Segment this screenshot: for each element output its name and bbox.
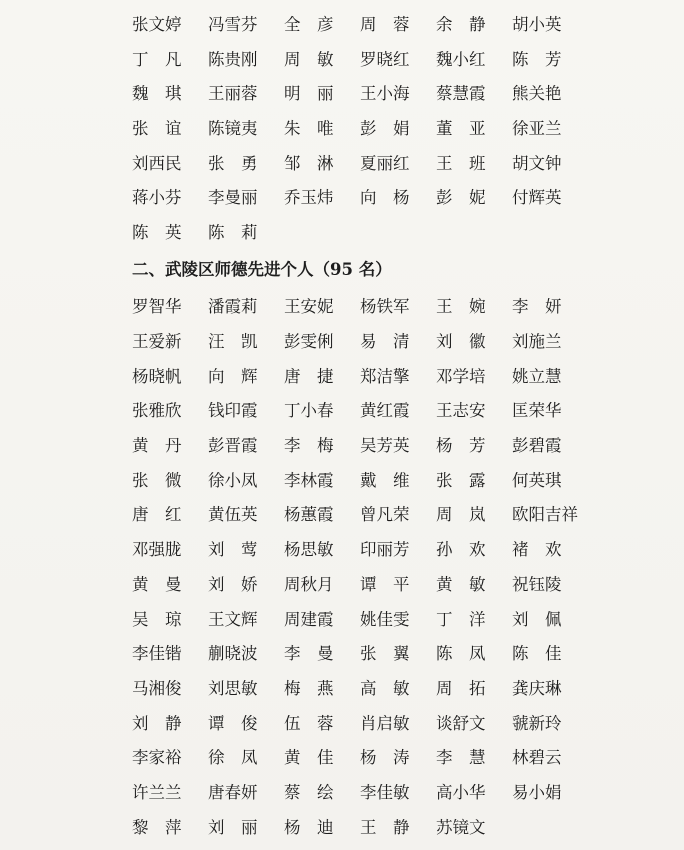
person-name: 杨铁军 — [360, 297, 410, 317]
person-name: 陈 芳 — [512, 49, 562, 69]
person-name: 姚立慧 — [512, 366, 562, 386]
person-name: 乔玉炜 — [284, 188, 334, 208]
person-name: 王爱新 — [132, 332, 182, 352]
person-name: 刘 佩 — [512, 609, 562, 629]
person-name: 邓强胧 — [132, 540, 182, 560]
person-name: 虢新玲 — [512, 713, 562, 733]
person-name: 蔡慧霞 — [436, 84, 486, 104]
person-name: 陈 佳 — [512, 644, 562, 664]
person-name: 印丽芳 — [360, 540, 410, 560]
name-row — [132, 463, 582, 498]
person-name: 刘西民 — [132, 153, 182, 173]
name-row — [132, 8, 582, 43]
person-name: 杨蕙霞 — [284, 505, 334, 525]
person-name: 黄伍英 — [208, 505, 258, 525]
person-name: 李曼丽 — [208, 188, 258, 208]
person-name: 唐春妍 — [208, 782, 258, 802]
person-name: 唐 红 — [132, 505, 182, 525]
person-name: 余 静 — [436, 15, 486, 35]
person-name: 胡文钟 — [512, 153, 562, 173]
person-name: 张 勇 — [208, 153, 258, 173]
person-name: 丁 洋 — [436, 609, 486, 629]
name-list-section-1 — [132, 8, 582, 250]
name-row — [132, 77, 582, 112]
person-name: 谭 俊 — [208, 713, 258, 733]
person-name: 周 蓉 — [360, 15, 410, 35]
name-row — [132, 146, 582, 181]
person-name: 杨思敏 — [284, 540, 334, 560]
name-row — [132, 290, 582, 325]
person-name: 李 慧 — [436, 748, 486, 768]
person-name: 肖启敏 — [360, 713, 410, 733]
name-row — [132, 672, 582, 707]
person-name: 陈 凤 — [436, 644, 486, 664]
person-name: 周 敏 — [284, 49, 334, 69]
person-name: 彭 妮 — [436, 188, 486, 208]
person-name: 蔡 绘 — [284, 782, 334, 802]
person-name: 彭碧霞 — [512, 436, 562, 456]
person-name: 王安妮 — [284, 297, 334, 317]
name-row — [132, 429, 582, 464]
name-row — [132, 741, 582, 776]
name-row — [132, 776, 582, 811]
person-name: 高小华 — [436, 782, 486, 802]
person-name: 伍 蓉 — [284, 713, 334, 733]
person-name: 朱 唯 — [284, 119, 334, 139]
person-name: 蒯晓波 — [208, 644, 258, 664]
person-name: 蒋小芬 — [132, 188, 182, 208]
person-name: 马湘俊 — [132, 678, 182, 698]
person-name: 刘 丽 — [208, 817, 258, 837]
person-name: 王小海 — [360, 84, 410, 104]
person-name: 杨 涛 — [360, 748, 410, 768]
name-row — [132, 533, 582, 568]
person-name: 刘 静 — [132, 713, 182, 733]
name-row — [132, 498, 582, 533]
person-name: 李林霞 — [284, 470, 334, 490]
person-name: 孙 欢 — [436, 540, 486, 560]
person-name: 高 敏 — [360, 678, 410, 698]
person-name: 吴芳英 — [360, 436, 410, 456]
person-name: 王 婉 — [436, 297, 486, 317]
person-name: 黎 萍 — [132, 817, 182, 837]
person-name: 许兰兰 — [132, 782, 182, 802]
person-name: 徐小凤 — [208, 470, 258, 490]
person-name: 徐 凤 — [208, 748, 258, 768]
person-name: 李 梅 — [284, 436, 334, 456]
person-name: 杨 芳 — [436, 436, 486, 456]
person-name: 周秋月 — [284, 574, 334, 594]
person-name: 丁小春 — [284, 401, 334, 421]
person-name: 吴 琼 — [132, 609, 182, 629]
person-name: 谭 平 — [360, 574, 410, 594]
person-name: 欧阳吉祥 — [512, 505, 578, 525]
person-name: 董 亚 — [436, 119, 486, 139]
person-name: 郑洁擎 — [360, 366, 410, 386]
person-name: 李 曼 — [284, 644, 334, 664]
name-row — [132, 810, 582, 845]
person-name: 罗晓红 — [360, 49, 410, 69]
person-name: 祝钰陵 — [512, 574, 562, 594]
section-heading: 二、武陵区师德先进个人（95 名） — [132, 260, 392, 279]
person-name: 曾凡荣 — [360, 505, 410, 525]
person-name: 邓学培 — [436, 366, 486, 386]
person-name: 姚佳雯 — [360, 609, 410, 629]
name-row — [132, 216, 582, 251]
person-name: 全 彦 — [284, 15, 334, 35]
person-name: 张文婷 — [132, 15, 182, 35]
person-name: 黄 佳 — [284, 748, 334, 768]
name-row — [132, 359, 582, 394]
name-row — [132, 637, 582, 672]
person-name: 邹 淋 — [284, 153, 334, 173]
person-name: 王丽蓉 — [208, 84, 258, 104]
person-name: 王 静 — [360, 817, 410, 837]
person-name: 冯雪芬 — [208, 15, 258, 35]
name-row — [132, 602, 582, 637]
person-name: 黄 曼 — [132, 574, 182, 594]
person-name: 丁 凡 — [132, 49, 182, 69]
person-name: 向 辉 — [208, 366, 258, 386]
person-name: 陈 英 — [132, 222, 182, 242]
person-name: 付辉英 — [512, 188, 562, 208]
person-name: 徐亚兰 — [512, 119, 562, 139]
person-name: 陈贵刚 — [208, 49, 258, 69]
person-name: 李 妍 — [512, 297, 562, 317]
person-name: 黄 敏 — [436, 574, 486, 594]
person-name: 刘 娇 — [208, 574, 258, 594]
person-name: 梅 燕 — [284, 678, 334, 698]
person-name: 陈 莉 — [208, 222, 258, 242]
name-row — [132, 112, 582, 147]
person-name: 夏丽红 — [360, 153, 410, 173]
name-row — [132, 43, 582, 78]
person-name: 王志安 — [436, 401, 486, 421]
person-name: 张 露 — [436, 470, 486, 490]
person-name: 唐 捷 — [284, 366, 334, 386]
person-name: 张 翼 — [360, 644, 410, 664]
name-row — [132, 706, 582, 741]
person-name: 周 拓 — [436, 678, 486, 698]
person-name: 陈镜夷 — [208, 119, 258, 139]
person-name: 易小娟 — [512, 782, 562, 802]
person-name: 周建霞 — [284, 609, 334, 629]
person-name: 苏镜文 — [436, 817, 486, 837]
person-name: 熊关艳 — [512, 84, 562, 104]
person-name: 李佳锴 — [132, 644, 182, 664]
name-row — [132, 394, 582, 429]
person-name: 黄红霞 — [360, 401, 410, 421]
person-name: 罗智华 — [132, 297, 182, 317]
name-row — [132, 568, 582, 603]
person-name: 胡小英 — [512, 15, 562, 35]
person-name: 周 岚 — [436, 505, 486, 525]
person-name: 刘 莺 — [208, 540, 258, 560]
person-name: 刘 徽 — [436, 332, 486, 352]
name-row — [132, 181, 582, 216]
person-name: 刘思敏 — [208, 678, 258, 698]
person-name: 张 微 — [132, 470, 182, 490]
person-name: 张 谊 — [132, 119, 182, 139]
person-name: 王 班 — [436, 153, 486, 173]
person-name: 汪 凯 — [208, 332, 258, 352]
person-name: 匡荣华 — [512, 401, 562, 421]
person-name: 林碧云 — [512, 748, 562, 768]
person-name: 魏 琪 — [132, 84, 182, 104]
person-name: 杨晓帆 — [132, 366, 182, 386]
person-name: 易 清 — [360, 332, 410, 352]
person-name: 明 丽 — [284, 84, 334, 104]
person-name: 王文辉 — [208, 609, 258, 629]
person-name: 李佳敏 — [360, 782, 410, 802]
person-name: 潘霞莉 — [208, 297, 258, 317]
person-name: 何英琪 — [512, 470, 562, 490]
person-name: 谈舒文 — [436, 713, 486, 733]
person-name: 彭晋霞 — [208, 436, 258, 456]
person-name: 戴 维 — [360, 470, 410, 490]
person-name: 刘施兰 — [512, 332, 562, 352]
person-name: 魏小红 — [436, 49, 486, 69]
person-name: 杨 迪 — [284, 817, 334, 837]
person-name: 李家裕 — [132, 748, 182, 768]
person-name: 黄 丹 — [132, 436, 182, 456]
person-name: 彭雯俐 — [284, 332, 334, 352]
person-name: 龚庆琳 — [512, 678, 562, 698]
name-list-section-2 — [132, 290, 582, 845]
name-row — [132, 325, 582, 360]
person-name: 钱印霞 — [208, 401, 258, 421]
person-name: 向 杨 — [360, 188, 410, 208]
person-name: 彭 娟 — [360, 119, 410, 139]
person-name: 张雅欣 — [132, 401, 182, 421]
person-name: 褚 欢 — [512, 540, 562, 560]
